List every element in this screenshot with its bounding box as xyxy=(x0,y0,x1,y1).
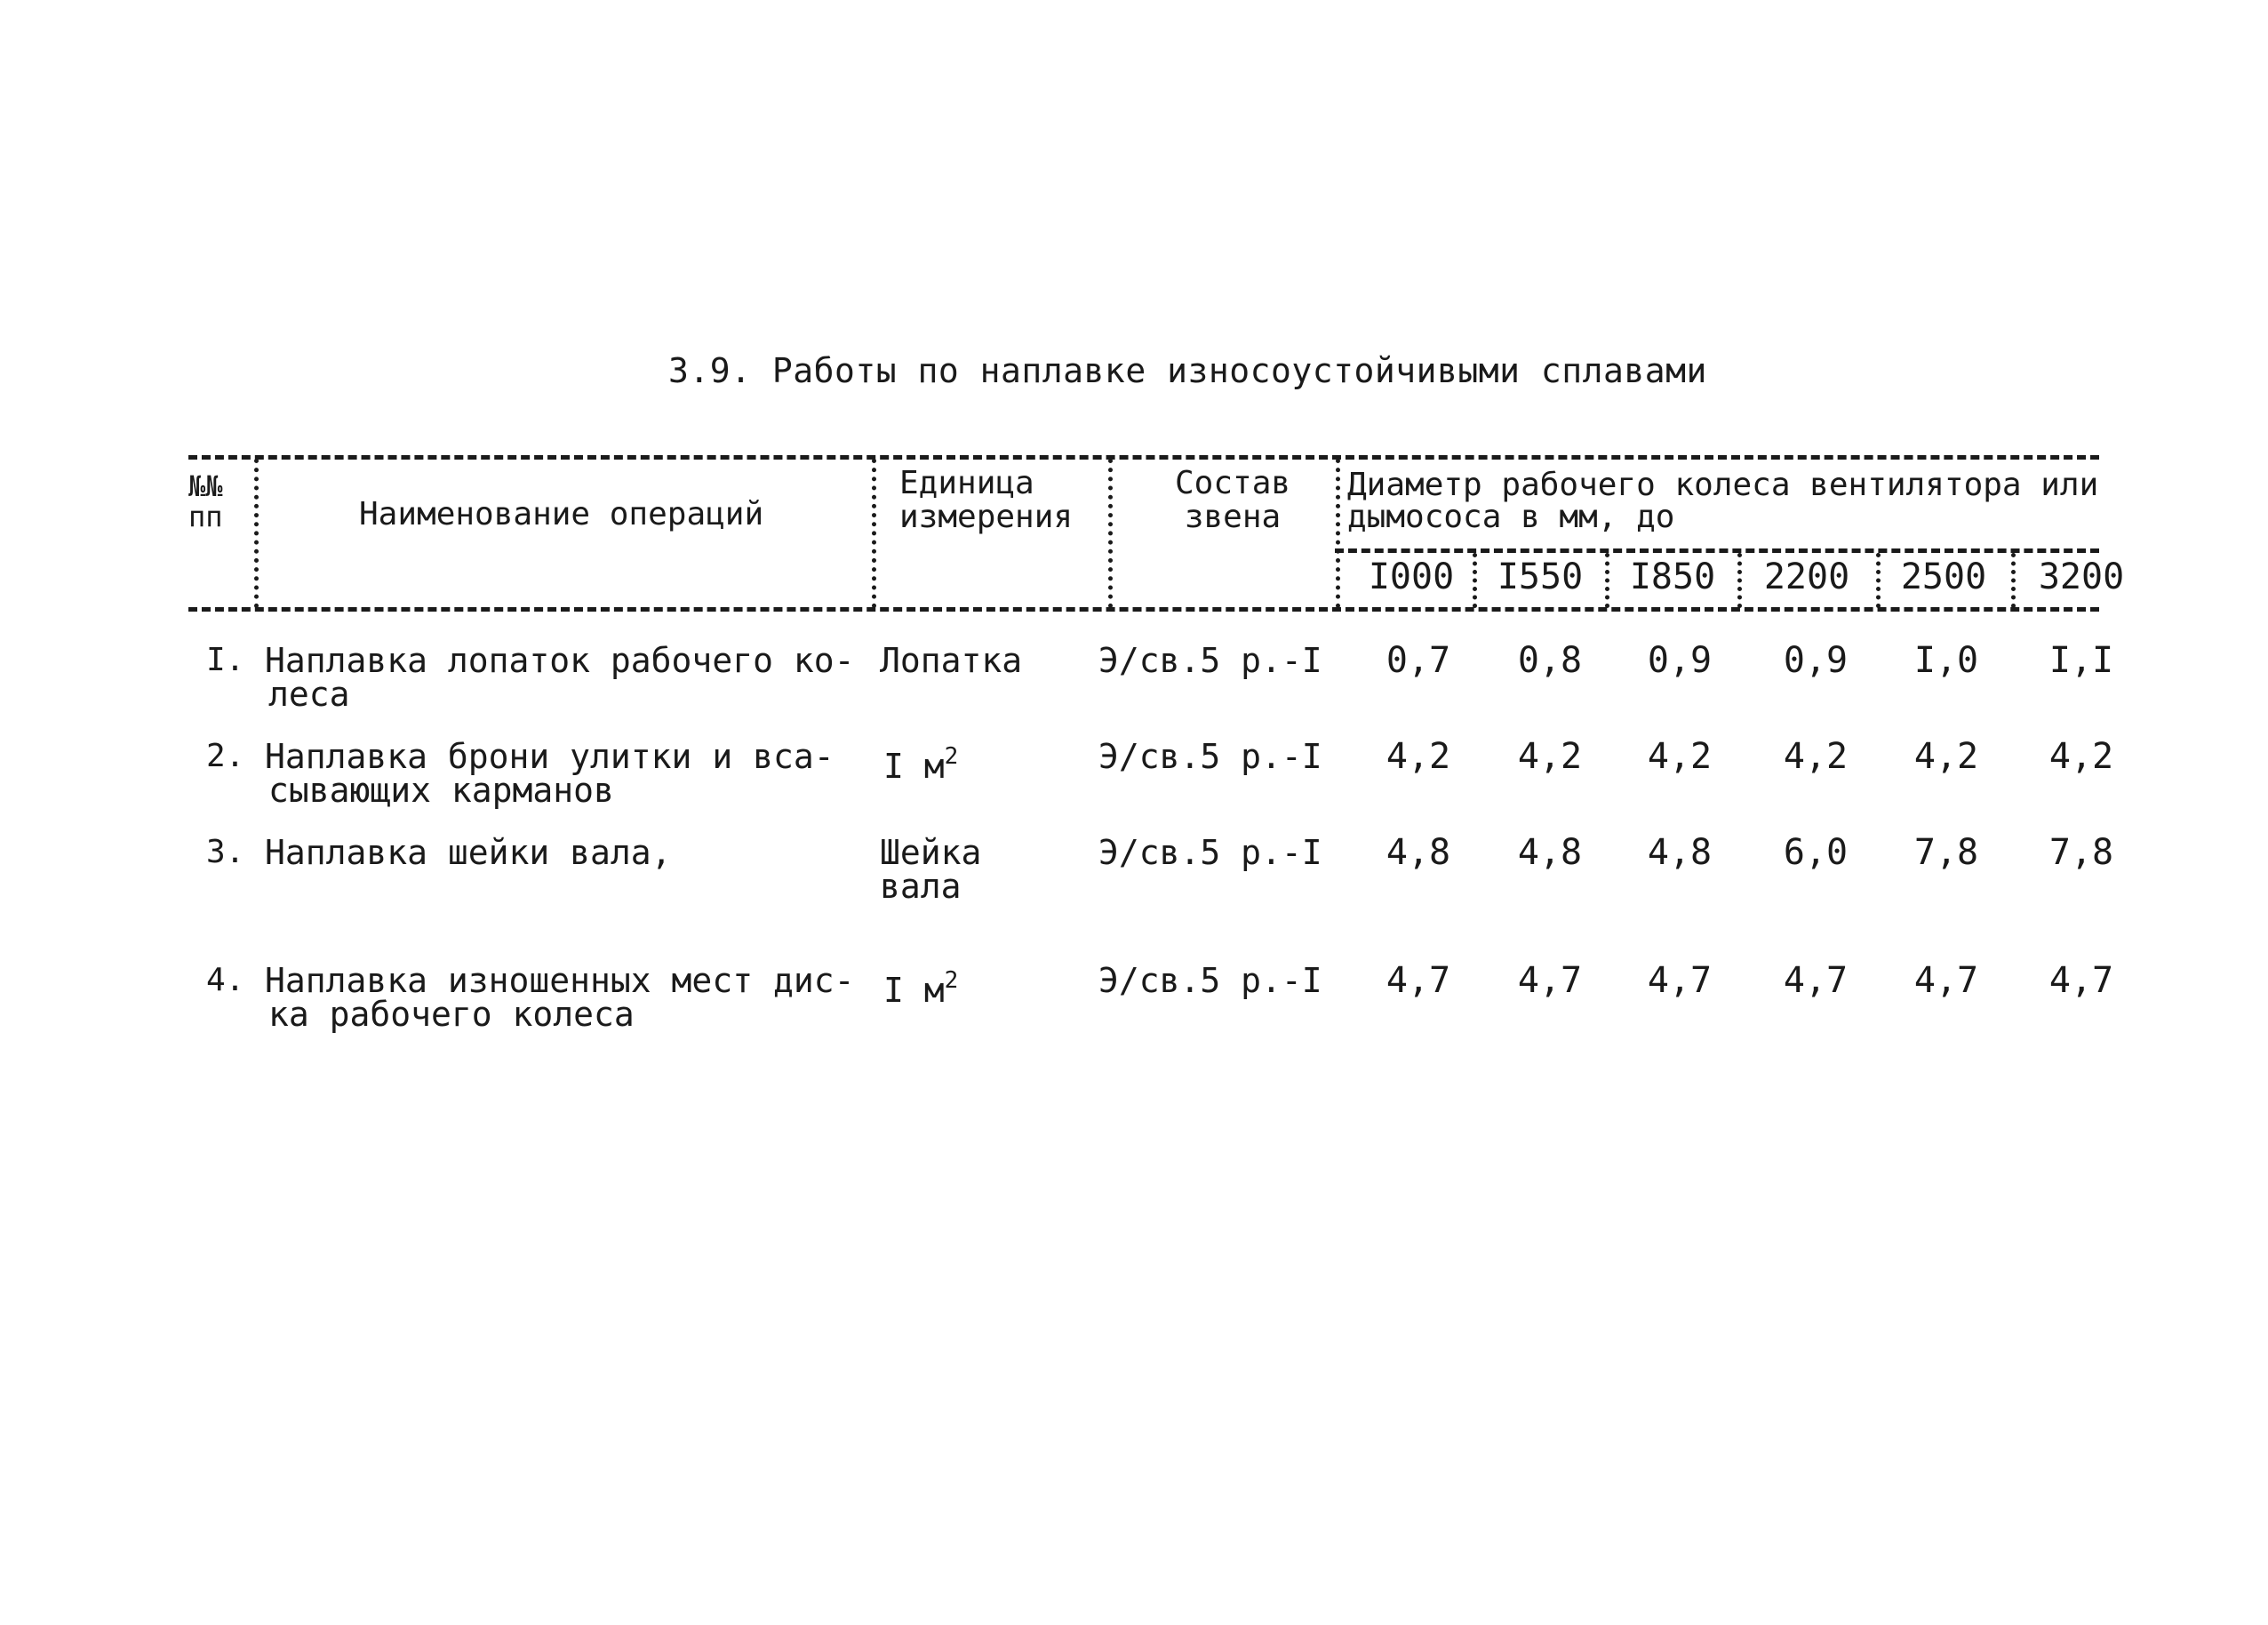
row-value: 0,9 xyxy=(1783,640,1849,681)
header-bottom-rule xyxy=(188,607,2099,612)
row-value: I,I xyxy=(2048,640,2114,681)
diam-divider-3 xyxy=(1737,553,1742,608)
row-value: 4,8 xyxy=(1647,832,1713,873)
table-row xyxy=(0,832,2268,916)
row-value: 4,7 xyxy=(1517,960,1583,1001)
row-number: 3. xyxy=(206,834,245,870)
row-number: 2. xyxy=(206,738,245,774)
diameter-1850: I850 xyxy=(1629,556,1716,597)
row-value: 4,7 xyxy=(1783,960,1849,1001)
col-divider-4 xyxy=(1336,459,1340,608)
row-value: 0,9 xyxy=(1647,640,1713,681)
diam-divider-1 xyxy=(1473,553,1477,608)
header-crew: Состав звена xyxy=(1175,465,1291,535)
row-value: 4,2 xyxy=(1783,736,1849,777)
row-value: 4,8 xyxy=(1517,832,1583,873)
row-value: 4,7 xyxy=(2048,960,2114,1001)
table-top-rule xyxy=(188,455,2099,460)
row-value: 4,2 xyxy=(2048,736,2114,777)
row-crew: Э/св.5 р.-I xyxy=(1098,833,1322,872)
row-value: 7,8 xyxy=(1913,832,1979,873)
row-crew: Э/св.5 р.-I xyxy=(1098,961,1322,1000)
row-unit: Лопатка xyxy=(880,641,1023,680)
row-value: I,0 xyxy=(1913,640,1979,681)
diameter-3200: 3200 xyxy=(2038,556,2125,597)
row-value: 0,8 xyxy=(1517,640,1583,681)
row-unit: I $м^2$ xyxy=(883,743,959,786)
col-divider-1 xyxy=(254,459,259,608)
row-crew: Э/св.5 р.-I xyxy=(1098,641,1322,680)
diameter-2200: 2200 xyxy=(1763,556,1850,597)
row-unit: I $м^2$ xyxy=(883,967,959,1010)
header-number: №№ пп xyxy=(188,469,223,533)
row-value: 4,8 xyxy=(1386,832,1451,873)
row-value: 4,2 xyxy=(1386,736,1451,777)
row-value: 4,7 xyxy=(1913,960,1979,1001)
row-value: 4,2 xyxy=(1517,736,1583,777)
table-row xyxy=(0,640,2268,724)
row-operation: Наплавка брони улитки и вса- сывающих карманов xyxy=(265,737,835,810)
diam-divider-5 xyxy=(2011,553,2016,608)
row-value: 0,7 xyxy=(1386,640,1451,681)
col-divider-3 xyxy=(1108,459,1113,608)
header-unit: Единица измерения xyxy=(899,465,1074,535)
row-value: 6,0 xyxy=(1783,832,1849,873)
row-operation: Наплавка шейки вала, xyxy=(265,833,672,872)
row-value: 4,7 xyxy=(1647,960,1713,1001)
diam-divider-2 xyxy=(1605,553,1609,608)
header-diameter: Диаметр рабочего колеса вентилятора или дымососа в мм, до xyxy=(1347,467,2099,535)
table-row xyxy=(0,960,2268,1044)
diameter-1550: I550 xyxy=(1497,556,1584,597)
diam-divider-4 xyxy=(1876,553,1881,608)
row-value: 4,7 xyxy=(1386,960,1451,1001)
table-row xyxy=(0,736,2268,820)
row-operation: Наплавка лопаток рабочего ко- леса xyxy=(265,641,855,714)
diameter-1000: I000 xyxy=(1368,556,1455,597)
row-value: 4,2 xyxy=(1913,736,1979,777)
header-operation-name: Наименование операций xyxy=(359,496,764,532)
diameter-header-rule xyxy=(1335,548,2099,553)
row-number: I. xyxy=(206,642,245,678)
row-crew: Э/св.5 р.-I xyxy=(1098,737,1322,776)
row-value: 7,8 xyxy=(2048,832,2114,873)
diameter-2500: 2500 xyxy=(1900,556,1987,597)
row-number: 4. xyxy=(206,962,245,998)
page-title: 3.9. Работы по наплавке износоустойчивыми сплавами xyxy=(668,351,1707,390)
row-operation: Наплавка изношенных мест дис- ка рабочего колеса xyxy=(265,961,855,1034)
row-value: 4,2 xyxy=(1647,736,1713,777)
col-divider-2 xyxy=(872,459,876,608)
row-unit: Шейка вала xyxy=(880,833,982,906)
